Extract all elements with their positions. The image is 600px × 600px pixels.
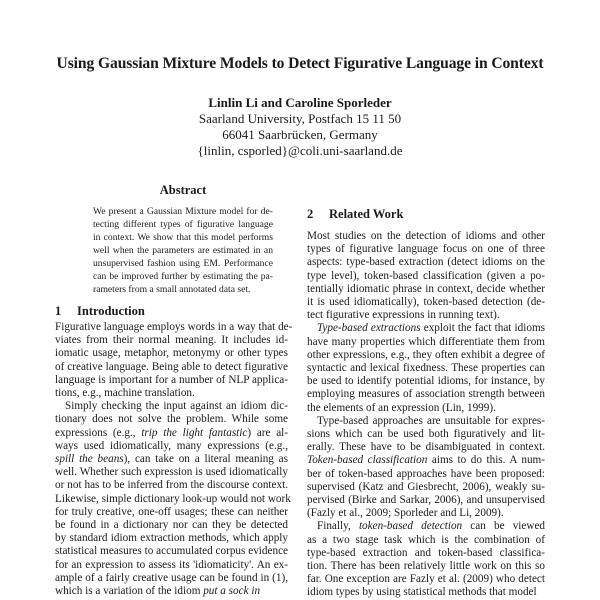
body-text-line: be used to identify potential idioms, for instance, by bbox=[307, 375, 545, 388]
body-text-line: or not has to be inferred from the discourse context. bbox=[55, 479, 288, 492]
author-names: Linlin Li and Caroline Sporleder bbox=[208, 95, 392, 110]
body-text-line: idiom types by using statistical methods that model bbox=[307, 586, 537, 599]
body-text-line: Figurative language employs words in a way that de- bbox=[55, 321, 293, 333]
abstract-line: tecting different types of figurative language bbox=[93, 219, 273, 230]
abstract-body bbox=[93, 205, 273, 296]
emphasized-phrase: token-based detection bbox=[358, 520, 463, 533]
body-text-line: type-based extraction and token-based classifica- bbox=[307, 546, 545, 559]
body-text-line: Type-based extractions exploit the fact that idioms bbox=[317, 322, 545, 335]
emphasized-phrase: spill the beans bbox=[55, 453, 124, 466]
body-text-line: Likewise, simple dictionary look-up would not work bbox=[55, 492, 291, 505]
body-text-line: be found in a dictionary nor can they be detected bbox=[55, 519, 288, 532]
section-title: Related Work bbox=[329, 207, 404, 221]
body-text-line: tions, e.g., machine translation. bbox=[55, 387, 195, 400]
body-text-line: supervised (Katz and Giesbrecht, 2006), weakly su- bbox=[307, 480, 545, 493]
abstract-line: in context. We show that this model performs bbox=[93, 232, 273, 243]
body-text-line: Simply checking the input against an idiom dic- bbox=[65, 400, 288, 413]
abstract-line: can be improved further by estimating the pa- bbox=[93, 271, 273, 282]
emphasized-phrase: Token-based classification bbox=[307, 454, 428, 467]
abstract-line: We present a Gaussian Mixture model for de- bbox=[93, 206, 273, 217]
body-text-line: tect figurative expressions in running text). bbox=[307, 309, 500, 322]
body-text-line: statistical measures to accumulated corpus evidence bbox=[55, 545, 288, 558]
body-text-line: as a two stage task which is the combination of bbox=[307, 533, 545, 546]
body-text-line: have many properties which differentiate them from bbox=[307, 335, 545, 348]
body-text-line: ways used idiomatically, many expressions (e.g., bbox=[55, 439, 288, 452]
body-text-line: tionary does not solve the problem. While some bbox=[55, 413, 288, 426]
body-text-line: pervised (Birke and Sarkar, 2006), and unsupervised bbox=[307, 494, 545, 507]
abstract-line: unsupervised fashion using EM. Performance bbox=[93, 258, 273, 269]
emphasized-phrase: Type-based extractions bbox=[317, 322, 421, 335]
body-text-line: employing measures of association strength between bbox=[307, 388, 545, 401]
author-affiliation: Saarland University, Postfach 15 11 50 bbox=[198, 111, 402, 126]
section-title: Introduction bbox=[77, 304, 145, 318]
body-text-line: (Fazly et al., 2009; Sporleder and Li, 2009). bbox=[307, 507, 504, 520]
body-text-line: aspects: type-based extraction (detect idioms on the bbox=[307, 256, 545, 269]
body-text-line: it is used idiomatically), token-based detection (de- bbox=[307, 296, 545, 309]
body-text-line: types of figurative language focus on one of three bbox=[307, 243, 545, 256]
abstract-heading: Abstract bbox=[159, 183, 207, 197]
body-text-line: which is a variation of the idiom put a sock in bbox=[55, 585, 261, 598]
author-block bbox=[0, 95, 600, 159]
body-text-line: type level), token-based classification (given a po- bbox=[307, 269, 545, 282]
body-text-line: well. Whether such expression is used idiomatically bbox=[55, 466, 288, 479]
body-text-line: of creative language. Being able to detect figurative bbox=[55, 360, 288, 373]
body-text-line: ample of a fairly creative usage can be found in (1), bbox=[55, 571, 288, 584]
body-text-line: tentially idiomatic phrase in context, decide whether bbox=[307, 282, 545, 295]
body-text-line: far. One exception are Fazly et al. (2009) who detect bbox=[307, 573, 545, 586]
body-text-line: for an expression to assess its 'idiomaticity'. An ex- bbox=[55, 558, 288, 571]
related-work-body bbox=[307, 230, 545, 600]
abstract-line: rameters from a small annotated data set. bbox=[93, 284, 251, 295]
body-text-line: other expressions, e.g., they often exhibit a degree of bbox=[307, 348, 545, 361]
section-number: 1 bbox=[55, 304, 62, 318]
paper-title: Using Gaussian Mixture Models to Detect Figurative Language in Context bbox=[56, 55, 544, 72]
body-text-line: sions which can be used both figuratively and lit- bbox=[307, 428, 545, 441]
body-text-line: spill the beans), can take on a literal meaning as bbox=[55, 453, 288, 466]
body-text-line: for truly creative, one-off usages; these can neither bbox=[55, 505, 288, 518]
author-address: 66041 Saarbrücken, Germany bbox=[222, 127, 378, 142]
author-email: {linlin, csporled}@coli.uni-saarland.de bbox=[197, 143, 403, 158]
body-text-line: tion. There has been relatively little work on this so bbox=[307, 560, 545, 573]
body-text-line: Type-based approaches are unsuitable for expres- bbox=[317, 414, 545, 427]
body-text-line: the elements of an expression (Lin, 1999). bbox=[307, 401, 496, 414]
body-text-line: syntactic and lexical fixedness. These properties can bbox=[307, 362, 545, 375]
body-text-line: Finally, token-based detection can be viewed bbox=[317, 520, 546, 533]
abstract-line: well when the parameters are estimated in an bbox=[93, 245, 273, 256]
body-text-line: erally. These have to be disambiguated in context. bbox=[307, 441, 545, 454]
body-text-line: iomatic usage, metaphor, metonymy or other types bbox=[55, 347, 288, 360]
section-number: 2 bbox=[307, 207, 314, 221]
section-heading-introduction bbox=[55, 304, 145, 319]
emphasized-phrase: put a sock in bbox=[203, 585, 261, 598]
emphasized-phrase: trip the light fantastic bbox=[141, 426, 248, 439]
body-text-line: by standard idiom extraction methods, which apply bbox=[55, 532, 288, 545]
body-text-line: expressions (e.g., trip the light fantastic) are al- bbox=[55, 426, 288, 439]
introduction-body bbox=[55, 321, 293, 598]
body-text-line: Most studies on the detection of idioms and other bbox=[307, 230, 545, 242]
body-text-line: viates from their normal meaning. It includes id- bbox=[55, 334, 288, 347]
section-heading-related-work bbox=[307, 207, 403, 222]
body-text-line: ber of token-based approaches have been proposed: bbox=[307, 467, 545, 480]
body-text-line: language is important for a number of NLP applica- bbox=[55, 373, 288, 386]
body-text-line: Token-based classification aims to do this. A num- bbox=[307, 454, 545, 467]
